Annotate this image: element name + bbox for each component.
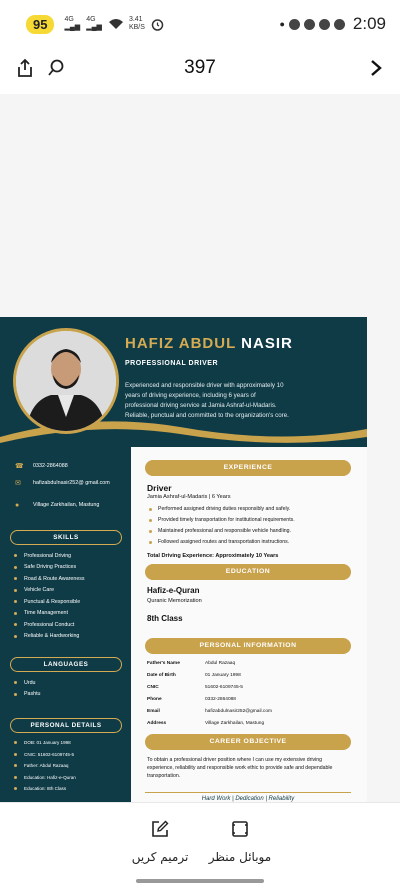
info-row: Date of Birth 01 January 1998: [147, 673, 241, 678]
snapchat-icon: [319, 19, 330, 30]
wifi-icon: [108, 18, 124, 30]
resume-left-column: [0, 447, 131, 834]
personal-details-heading: PERSONAL DETAILS: [10, 718, 122, 733]
status-right: [279, 14, 386, 34]
skill-item: Time Management: [14, 608, 124, 620]
education-item-1-sub: Quranic Memorization: [147, 598, 202, 604]
edit-button[interactable]: [120, 819, 200, 864]
personal-information-heading: PERSONAL INFORMATION: [145, 638, 351, 654]
education-heading: EDUCATION: [145, 564, 351, 580]
profile-photo: [13, 328, 119, 434]
info-row: CNIC 51602-6109745-5: [147, 685, 243, 690]
battery-indicator: 95: [26, 15, 54, 34]
contact-email: ✉ hafizabdulnasir252@ gmail.com: [15, 480, 110, 487]
info-row: Father's Name Abdul Razaaq: [147, 661, 236, 666]
education-item-1: Hafiz-e-Quran: [147, 586, 200, 595]
status-bar: [0, 0, 400, 48]
next-page-icon[interactable]: [364, 56, 388, 80]
page-number: 397: [184, 57, 216, 78]
clock: 2:09: [352, 14, 386, 33]
personal-detail-item: CNIC: 51602-6109745-5: [14, 749, 124, 761]
phone-icon: ☎: [15, 463, 24, 470]
job-point: Provided timely transportation for institutional requirements.: [149, 517, 295, 523]
skill-item: Vehicle Care: [14, 585, 124, 597]
resume-header: [0, 317, 367, 447]
mobile-view-label: موبائل منظر: [208, 850, 272, 864]
home-indicator[interactable]: [136, 879, 264, 883]
skill-item: Road & Route Awareness: [14, 573, 124, 585]
mobile-view-button[interactable]: [200, 819, 280, 864]
document-viewer[interactable]: [0, 94, 400, 802]
total-experience: Total Driving Experience: Approximately 10 Years: [147, 553, 279, 559]
job-title: Driver: [147, 483, 172, 493]
contact-phone: ☎ 0332-2864088: [15, 463, 68, 470]
network-speed: 3.41 KB/S: [128, 16, 145, 31]
resume-footer: Hard Work | Dedication | Reliability: [201, 796, 295, 802]
info-row: Phone 0332-2864088: [147, 697, 236, 702]
edit-label: ترمیم کریں: [131, 850, 189, 864]
skill-item: Safe Driving Practices: [14, 562, 124, 574]
mobile-view-icon: [230, 819, 250, 839]
education-item-2: 8th Class: [147, 614, 183, 623]
career-objective-text: To obtain a professional driver position where I can use my extensive driving experience, reliability and responsible work ethic to provide safe and dependable transportation.: [147, 757, 333, 779]
resume-role: PROFESSIONAL DRIVER: [125, 360, 218, 367]
alarm-icon: [151, 18, 164, 31]
notification-dot-icon: ●: [279, 19, 285, 29]
career-objective-heading: CAREER OBJECTIVE: [145, 734, 351, 750]
signal-2: 4G ▂▄▆: [86, 16, 102, 31]
languages-heading: LANGUAGES: [10, 657, 122, 672]
contact-address: ● Village Zarkhailan, Mastung: [15, 502, 100, 509]
job-point: Maintained professional and responsible vehicle handling.: [149, 528, 291, 534]
viewer-toolbar: [0, 48, 400, 90]
personal-detail-item: DOB: 01 January 1998: [14, 737, 124, 749]
resume-name: HAFIZ ABDUL NASIR: [125, 335, 293, 352]
whatsapp-icon: [334, 19, 345, 30]
bottom-action-bar: [0, 802, 400, 888]
personal-detail-item: Father: Abdul Razaaq: [14, 760, 124, 772]
info-row: Address Village Zarkhailan, Mastung: [147, 721, 265, 726]
job-org: Jamia Ashraf-ul-Madaris | 6 Years: [147, 494, 231, 500]
personal-detail-item: Education: 8th Class: [14, 783, 124, 795]
language-item: Urdu: [14, 677, 124, 689]
footer-divider: [145, 792, 351, 793]
skill-item: Punctual & Responsible: [14, 596, 124, 608]
skills-list: [14, 550, 124, 642]
edit-icon: [150, 819, 170, 839]
info-row: Email hafizabdulnasir252@gmail.com: [147, 709, 272, 714]
personal-detail-item: Education: Hafiz-e-Quran: [14, 772, 124, 784]
messenger-icon: [304, 19, 315, 30]
location-icon: ●: [15, 502, 20, 509]
resume-summary: Experienced and responsible driver with approximately 10 years of driving experience, including 6 years of professional driving service at Jamia Ashraf-ul-Madaris. Reliable, punctual and committed to the organization's core.: [125, 382, 289, 419]
languages-list: [14, 677, 124, 700]
mail-icon: ✉: [15, 480, 21, 487]
job-point: Followed assigned routes and transportation instructions.: [149, 539, 289, 545]
resume-right-column: [131, 447, 367, 834]
job-point: Performed assigned driving duties responsibly and safely.: [149, 506, 290, 512]
experience-heading: EXPERIENCE: [145, 460, 351, 476]
personal-details-list: [14, 737, 124, 795]
facebook-icon: [289, 19, 300, 30]
language-item: Pashtu: [14, 689, 124, 701]
skills-heading: SKILLS: [10, 530, 122, 545]
signal-1: 4G ▂▄▆: [64, 16, 81, 31]
skill-item: Professional Driving: [14, 550, 124, 562]
resume-page: [0, 317, 367, 834]
skill-item: Reliable & Hardworking: [14, 631, 124, 643]
skill-item: Professional Conduct: [14, 619, 124, 631]
